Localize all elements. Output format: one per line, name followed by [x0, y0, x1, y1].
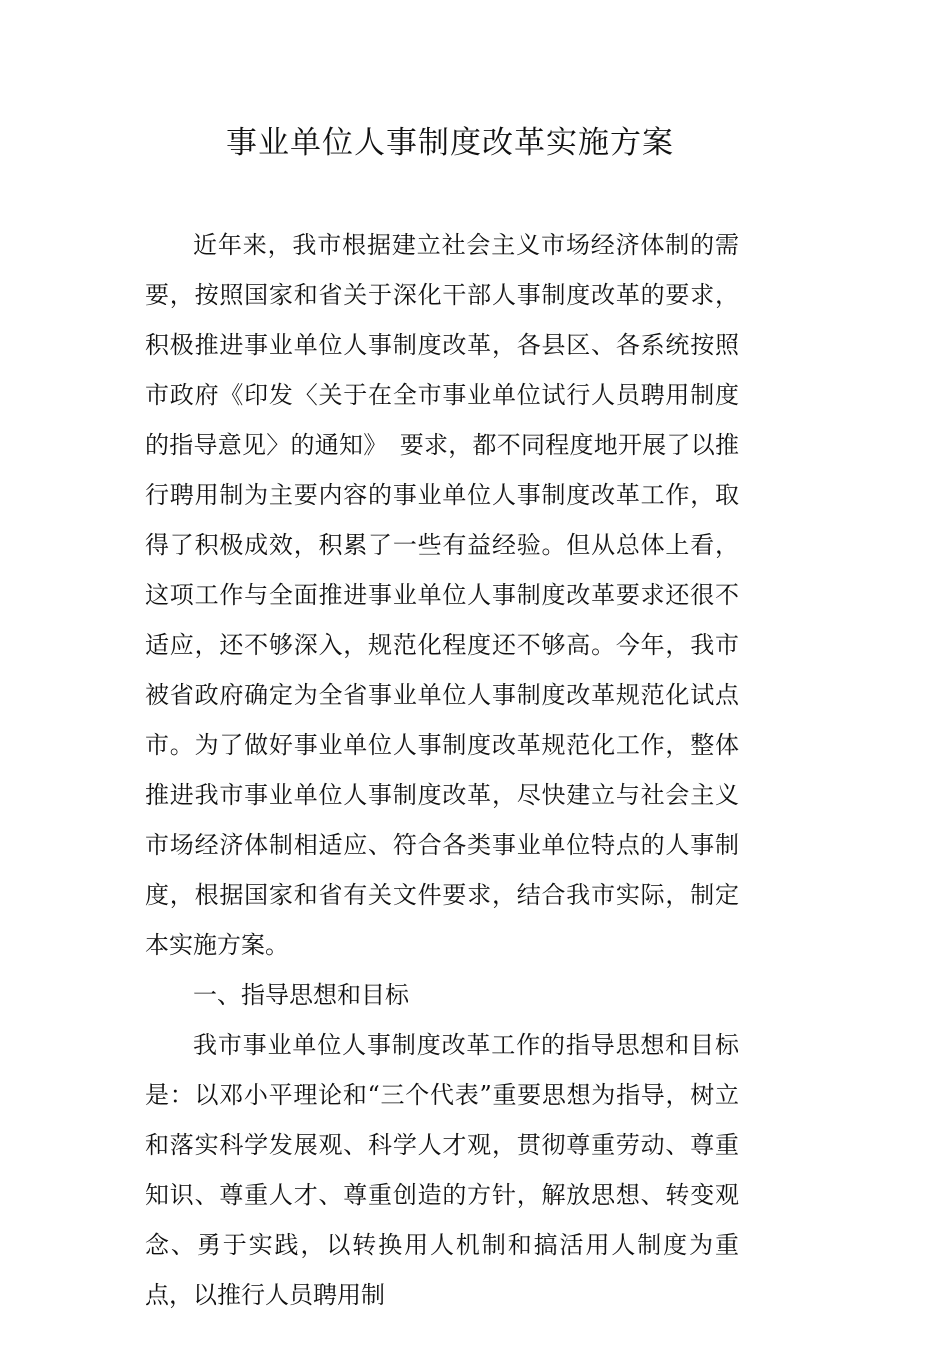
- paragraph-intro: 近年来，我市根据建立社会主义市场经济体制的需要，按照国家和省关于深化干部人事制度改革的要求，积极推进事业单位人事制度改革，各县区、各系统按照市政府《印发〈关于在全市事业单位试行人员聘用制度的指导意见〉的通知》 要求，都不同程度地开展了以推行聘用制为主要内容的事业单位人事制度改革工作，取得了积极成效，积累了一些有益经验。但从总体上看，这项工作与全面推进事业单位人事制度改革要求还很不适应，还不够深入，规范化程度还不够高。今年，我市被省政府确定为全省事业单位人事制度改革规范化试点市。为了做好事业单位人事制度改革规范化工作，整体推进我市事业单位人事制度改革，尽快建立与社会主义市场经济体制相适应、符合各类事业单位特点的人事制度，根据国家和省有关文件要求，结合我市实际，制定本实施方案。: [145, 231, 739, 959]
- document-title: 事业单位人事制度改革实施方案: [226, 125, 674, 161]
- paragraph-guiding-thought: 我市事业单位人事制度改革工作的指导思想和目标是：以邓小平理论和“三个代表”重要思想为指导，树立和落实科学发展观、科学人才观，贯彻尊重劳动、尊重知识、尊重人才、尊重创造的方针，解放思想、转变观念、勇于实践，以转换用人机制和搞活用人制度为重点，以推行人员聘用制: [145, 1031, 739, 1309]
- section-heading-guiding-thought: 一、指导思想和目标: [193, 981, 409, 1009]
- document-body: [145, 220, 739, 1320]
